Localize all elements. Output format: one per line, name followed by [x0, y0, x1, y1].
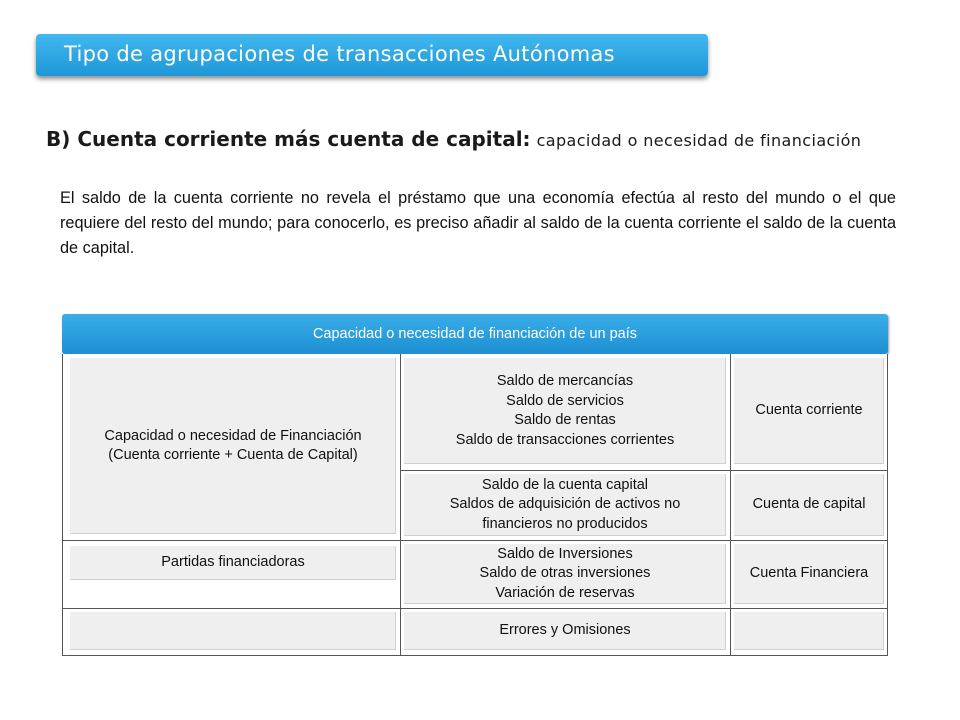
table-border-bottom	[62, 655, 888, 656]
table-divider-col1	[400, 354, 401, 656]
list-item: Saldo de Inversiones	[497, 545, 633, 562]
list-item: Saldo de la cuenta capital	[481, 476, 649, 493]
financing-capacity-label: Capacidad o necesidad de Financiación	[104, 427, 362, 444]
empty-cell	[734, 612, 884, 650]
list-item: Saldo de transacciones corrientes	[455, 431, 675, 448]
table-divider-cc	[400, 470, 888, 471]
section-heading	[46, 127, 861, 151]
list-item: Saldo de mercancías	[496, 373, 634, 389]
capital-account-items-cell	[404, 474, 726, 536]
financial-account-label: Cuenta Financiera	[749, 565, 869, 582]
list-item: Saldo de rentas	[514, 412, 616, 428]
financing-items-label: Partidas financiadoras	[161, 554, 305, 571]
errors-omissions-cell	[404, 612, 726, 650]
financing-capacity-cell	[70, 358, 396, 534]
table-border-right	[887, 354, 888, 656]
errors-omissions-label: Errores y Omisiones	[499, 622, 631, 639]
current-account-label: Cuenta corriente	[755, 402, 863, 419]
list-item: Saldos de adquisición de activos no	[449, 496, 681, 513]
section-heading-subtitle: capacidad o necesidad de financiación	[536, 131, 862, 150]
table-divider-fin	[62, 540, 888, 541]
capital-account-label-cell	[734, 474, 884, 536]
explanation-paragraph: El saldo de la cuenta corriente no revela el préstamo que una economía efectúa al resto del mundo o el que requiere del resto del mundo; para conocerlo, es preciso añadir al saldo de la cuenta corriente el saldo de la cuenta de capital.	[60, 189, 896, 257]
financial-account-items-cell	[404, 544, 726, 604]
table-divider-err	[62, 608, 888, 609]
financing-capacity-formula: (Cuenta corriente + Cuenta de Capital)	[108, 447, 358, 463]
slide-title-banner	[36, 34, 708, 76]
financing-table	[62, 354, 888, 656]
list-item: Variación de reservas	[495, 584, 635, 601]
list-item: financieros no producidos	[482, 515, 648, 532]
list-item: Saldo de otras inversiones	[479, 565, 651, 582]
empty-cell	[70, 612, 396, 650]
table-header: Capacidad o necesidad de financiación de un país	[62, 314, 888, 354]
section-heading-bold: B) Cuenta corriente más cuenta de capital:	[46, 127, 531, 151]
current-account-label-cell	[734, 358, 884, 464]
list-item: Saldo de servicios	[506, 392, 624, 409]
slide-title: Tipo de agrupaciones de transacciones Autónomas	[64, 42, 615, 66]
capital-account-label: Cuenta de capital	[752, 496, 866, 513]
financial-account-label-cell	[734, 544, 884, 604]
current-account-items-cell	[404, 358, 726, 464]
table-divider-col2	[730, 354, 731, 656]
table-border-left	[62, 354, 63, 656]
financing-items-cell	[70, 546, 396, 580]
